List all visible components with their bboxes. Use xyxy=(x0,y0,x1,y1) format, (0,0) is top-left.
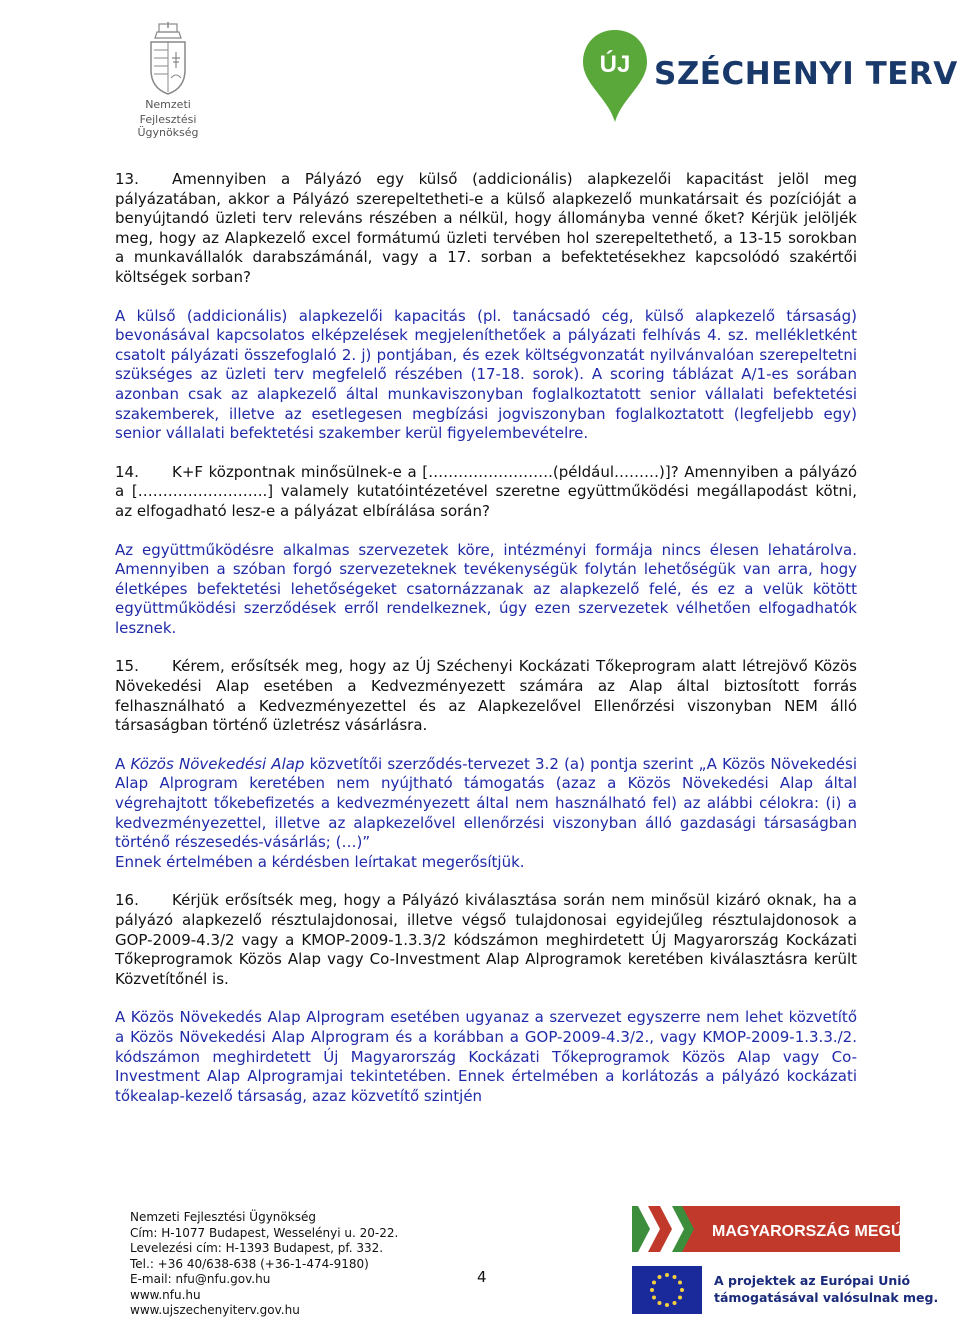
eu-text-line2: támogatásával valósulnak meg. xyxy=(714,1290,939,1305)
answer-13: A külső (addicionális) alapkezelői kapacitás (pl. tanácsadó cég, külső alapkezelő társaság) bevonásával kapcsolatos elképzelések megjeleníthetőek a pályázati felhívás 4. sz. mellékletként csatolt pályázati összefoglaló 2. j) pontjában, és ezek költségvonzatát nyilvánvalóan szerepeltetni szükséges az üzleti terv megfelelő részében (17-18. sorok). A scoring táblázat A/1-es sorában azonban csak az alapkezelő által munkaviszonyban foglalkoztatott senior vállalati befektetési szakemberek, illetve az esetlegesen megbízási jogviszonyban foglalkoztatott (legfeljebb egy) senior vállalati befektetési szakember kerül figyelembevételre. xyxy=(115,306,857,443)
answer-italic-term: Közös Növekedési Alap xyxy=(130,754,305,773)
question-16 xyxy=(115,891,857,989)
question-text: Amennyiben a Pályázó egy külső (addicionális) alapkezelői kapacitást jelöl meg pályázatában, akkor a Pályázó szerepeltetheti-e a külső alapkezelő munkatársait és pozícióját a benyújtandó üzleti terv releváns részében a nélkül, hogy állományba venné őket? Kérjük jelöljék meg, hogy az Alapkezelő excel formátumú üzleti tervében hol szerepeltethető, a 13-15 sorokban a munkavállalók darabszámánál, vagy a 17. sorban a befektetésekhez kapcsolódó szakértői költségek sorban? xyxy=(115,170,857,286)
footer-phone: Tel.: +36 40/638-638 (+36-1-474-9180) xyxy=(130,1256,369,1271)
footer-web1: www.nfu.hu xyxy=(130,1287,201,1302)
question-14 xyxy=(115,463,857,522)
page-footer xyxy=(0,1200,960,1339)
magyarorszag-megujul-banner xyxy=(632,1206,933,1252)
eu-flag-icon xyxy=(632,1266,702,1314)
answer-rest: közvetítői szerződés-tervezet 3.2 (a) pontja szerint „A Közös Növekedési Alap Alprogram keretében nem nyújtható támogatás (azaz a Közös Növekedési Alap által végrehajtott tőkebefizetés a kedvezményezett által nem használható fel) az alábbi célokra: (i) a kedvezményezettel, illetve az alapkezelővel ellenőrzési viszonyban álló gazdasági társaságban történő részesedés-vásárlás; (…)” xyxy=(115,754,858,852)
nfu-logo-line1: Nemzeti xyxy=(145,98,191,111)
question-text: Kérjük erősítsék meg, hogy a Pályázó kiválasztása során nem minősül kizáró oknak, ha a pályázó alapkezelő résztulajdonosai, illetve végső tulajdonosai egyidejűleg résztulajdonosok a GOP-2009-4.3/2 vagy a KMOP-2009-1.3.3/2 kódszámon meghirdetett Új Magyarország Kockázati Tőkeprogramok Közös Alap vagy Co-Investment Alap Alprogramok keretében kiválasztásra került Közvetítőnél is. xyxy=(115,891,857,988)
szechenyi-logo-text: SZÉCHENYI TERV xyxy=(654,56,958,92)
page-number: 4 xyxy=(477,1268,487,1286)
question-text: K+F központnak minősülnek-e a […………………….(például………)]? Amennyiben a pályázó a [……………………..] valamely kutatóintézetével szeretne együttműködési megállapodást kötni, az elfogadható lesz-e a pályázat elbírálása során? xyxy=(115,462,857,520)
eu-text-line1: A projektek az Európai Unió xyxy=(714,1273,911,1288)
item-number: 14. xyxy=(115,462,139,481)
answer-16: A Közös Növekedés Alap Alprogram esetében ugyanaz a szervezet egyszerre nem lehet közvetítő a Közös Növekedési Alap Alprogram és a korábban a GOP-2009-4.3/2., vagy KMOP-2009-1.3.3./2. kódszámon meghirdetett Új Magyarország Kockázati Tőkeprogramok Közös Alap vagy Co-Investment Alap Alprogramjai tekintetében. Ennek értelmében a korlátozás a pályázó kockázati tőkealap-kezelő társaság, azaz közvetítő szintjén xyxy=(115,1008,857,1105)
eu-support-text xyxy=(714,1272,938,1306)
banner-text: MAGYARORSZÁG MEGÚJUL xyxy=(712,1223,933,1240)
page-header xyxy=(0,0,960,140)
answer-prefix: A xyxy=(115,754,131,773)
answer-confirmation: Ennek értelmében a kérdésben leírtakat megerősítjük. xyxy=(115,852,525,871)
eu-support-block xyxy=(632,1266,939,1314)
footer-org: Nemzeti Fejlesztési Ügynökség xyxy=(130,1210,316,1224)
answer-15 xyxy=(115,755,857,873)
hungarian-crest-icon xyxy=(143,22,193,96)
footer-contact xyxy=(130,1210,398,1319)
nfu-logo-line2: Fejlesztési Ügynökség xyxy=(137,113,199,139)
footer-postal: Levelezési cím: H-1393 Budapest, pf. 332. xyxy=(130,1241,384,1255)
item-number: 13. xyxy=(115,170,139,188)
document-body xyxy=(115,170,857,1125)
footer-address: Cím: H-1077 Budapest, Wesselényi u. 20-22. xyxy=(130,1225,399,1240)
szechenyi-pin-icon xyxy=(580,28,650,124)
szechenyi-uj-text: ÚJ xyxy=(599,51,631,78)
footer-web2: www.ujszechenyiterv.gov.hu xyxy=(130,1303,300,1317)
question-15 xyxy=(115,657,857,735)
answer-14: Az együttműködésre alkalmas szervezetek köre, intézményi formája nincs élesen lehatárolva. Amennyiben a szóban forgó szervezeteknek tevékenységük folytán lehetőségük van arra, hogy életképes befektetési lehetőségeket csatornázzanak az alapkezelő felé, és ez a velük kötött együttműködési szerződések erről rendelkeznek, úgy ezen szervezetek vélhetően elfogadhatók lesznek. xyxy=(115,540,857,637)
question-text: Kérem, erősítsék meg, hogy az Új Széchenyi Kockázati Tőkeprogram alatt létrejövő Közös Növekedési Alap esetében a Kedvezményezett számára az Alap által biztosított forrás felhasználható a Kedvezményezettel és az Alapkezelővel Ellenőrzési viszonyban NEM álló társaságban történő üzletrész vásárlásra. xyxy=(115,657,857,735)
footer-email: E-mail: nfu@nfu.gov.hu xyxy=(130,1272,271,1286)
question-13 xyxy=(115,170,857,288)
item-number: 16. xyxy=(115,891,139,910)
nfu-logo xyxy=(108,22,228,139)
szechenyi-terv-logo xyxy=(580,28,958,128)
item-number: 15. xyxy=(115,657,139,676)
